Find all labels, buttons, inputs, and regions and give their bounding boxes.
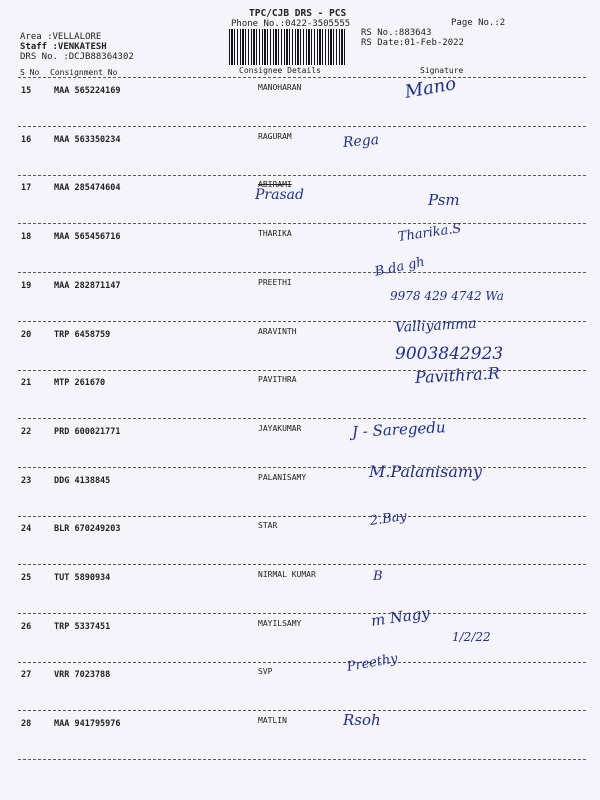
row-consignment-no: BLR 670249203 bbox=[54, 524, 121, 534]
row-signature: Rega bbox=[342, 131, 380, 151]
row-consignee-name: PREETHI bbox=[258, 278, 292, 287]
row-separator bbox=[18, 759, 586, 760]
row-consignee-name: PAVITHRA bbox=[258, 375, 297, 384]
area-label: Area :VELLALORE bbox=[20, 32, 102, 42]
row-sno: 19 bbox=[21, 281, 32, 291]
row-signature: B bbox=[373, 569, 383, 584]
row-separator bbox=[18, 516, 586, 517]
column-header-consignment: Consignment No bbox=[50, 68, 118, 77]
row-consignee-name: ABIRAMI bbox=[258, 180, 292, 189]
row-signature: Valliyamma bbox=[394, 315, 478, 336]
row-sno: 26 bbox=[21, 622, 32, 632]
row-separator bbox=[18, 321, 586, 322]
row-consignee-name: MAYILSAMY bbox=[258, 619, 302, 628]
row-consignment-no: MAA 285474604 bbox=[54, 183, 121, 193]
row-sno: 15 bbox=[21, 86, 32, 96]
row-signature: Mano bbox=[403, 73, 458, 103]
row-signature-extra: 1/2/22 bbox=[452, 630, 491, 644]
row-signature: Pavithra.R bbox=[414, 363, 501, 387]
row-separator bbox=[18, 710, 586, 711]
column-header-consignee: Consignee Details bbox=[239, 66, 321, 75]
page-number: Page No.:2 bbox=[451, 18, 506, 28]
row-signature-extra: 9978 429 4742 Wa bbox=[390, 289, 504, 303]
row-sno: 20 bbox=[21, 330, 32, 340]
row-sno: 22 bbox=[21, 427, 32, 437]
row-sno: 23 bbox=[21, 476, 32, 486]
row-consignee-name: MATLIN bbox=[258, 716, 287, 725]
row-sno: 21 bbox=[21, 378, 32, 388]
row-signature-extra: Psm bbox=[428, 191, 460, 209]
row-consignment-no: MAA 565224169 bbox=[54, 86, 121, 96]
row-separator bbox=[18, 613, 586, 614]
row-signature: Preethy bbox=[345, 651, 399, 675]
report-title: TPC/CJB DRS - PCS bbox=[249, 8, 347, 19]
row-signature: 2.Bay bbox=[368, 508, 408, 529]
row-sno: 17 bbox=[21, 183, 32, 193]
barcode bbox=[229, 29, 347, 65]
row-consignee-name: THARIKA bbox=[258, 229, 292, 238]
row-consignment-no: MAA 563350234 bbox=[54, 135, 121, 145]
row-consignment-no: MTP 261670 bbox=[54, 378, 106, 388]
row-sno: 16 bbox=[21, 135, 32, 145]
row-signature: m Nagy bbox=[369, 603, 431, 630]
row-separator bbox=[18, 370, 586, 371]
row-separator bbox=[18, 175, 586, 176]
row-consignment-no: VRR 7023788 bbox=[54, 670, 111, 680]
row-consignee-name: STAR bbox=[258, 521, 278, 530]
row-consignee-name: NIRMAL KUMAR bbox=[258, 570, 316, 579]
row-signature: Rsoh bbox=[343, 711, 381, 729]
staff-label: Staff :VENKATESH bbox=[20, 42, 107, 52]
phone-number: Phone No.:0422-3505555 bbox=[231, 19, 351, 29]
row-signature: B.da gh bbox=[373, 254, 427, 280]
row-consignment-no: TRP 6458759 bbox=[54, 330, 111, 340]
row-consignee-name: JAYAKUMAR bbox=[258, 424, 302, 433]
row-separator bbox=[18, 223, 586, 224]
row-signature-extra: 9003842923 bbox=[395, 344, 504, 364]
rs-number: RS No.:883643 bbox=[361, 28, 432, 38]
row-consignment-no: MAA 282871147 bbox=[54, 281, 121, 291]
row-consignee-name: PALANISAMY bbox=[258, 473, 307, 482]
row-separator bbox=[18, 662, 586, 663]
row-consignment-no: TRP 5337451 bbox=[54, 622, 111, 632]
row-sno: 18 bbox=[21, 232, 32, 242]
row-sno: 27 bbox=[21, 670, 32, 680]
column-header-sno: S No bbox=[20, 68, 40, 77]
row-sno: 28 bbox=[21, 719, 32, 729]
row-consignment-no: MAA 941795976 bbox=[54, 719, 121, 729]
row-consignment-no: TUT 5890934 bbox=[54, 573, 111, 583]
drs-number: DRS No. :DCJB88364302 bbox=[20, 52, 134, 62]
row-sno: 25 bbox=[21, 573, 32, 583]
row-consignment-no: MAA 565456716 bbox=[54, 232, 121, 242]
rs-date: RS Date:01-Feb-2022 bbox=[361, 38, 464, 48]
row-separator bbox=[18, 272, 586, 273]
row-consignment-no: DDG 4138845 bbox=[54, 476, 111, 486]
row-consignee-name: MANOHARAN bbox=[258, 83, 302, 92]
column-header-signature: Signature bbox=[420, 66, 464, 75]
row-consignment-no: PRD 600021771 bbox=[54, 427, 121, 437]
row-signature: Prasad bbox=[255, 187, 304, 203]
row-sno: 24 bbox=[21, 524, 32, 534]
header-rule bbox=[18, 77, 586, 78]
row-consignee-name: ARAVINTH bbox=[258, 327, 297, 336]
row-signature: Tharika.S bbox=[396, 221, 463, 245]
row-signature: M.Palanisamy bbox=[369, 462, 483, 481]
row-signature: J - Saregedu bbox=[351, 418, 446, 441]
row-consignee-name: RAGURAM bbox=[258, 132, 292, 141]
row-consignee-name: SVP bbox=[258, 667, 273, 676]
row-separator bbox=[18, 126, 586, 127]
row-separator bbox=[18, 564, 586, 565]
row-separator bbox=[18, 467, 586, 468]
row-separator bbox=[18, 418, 586, 419]
